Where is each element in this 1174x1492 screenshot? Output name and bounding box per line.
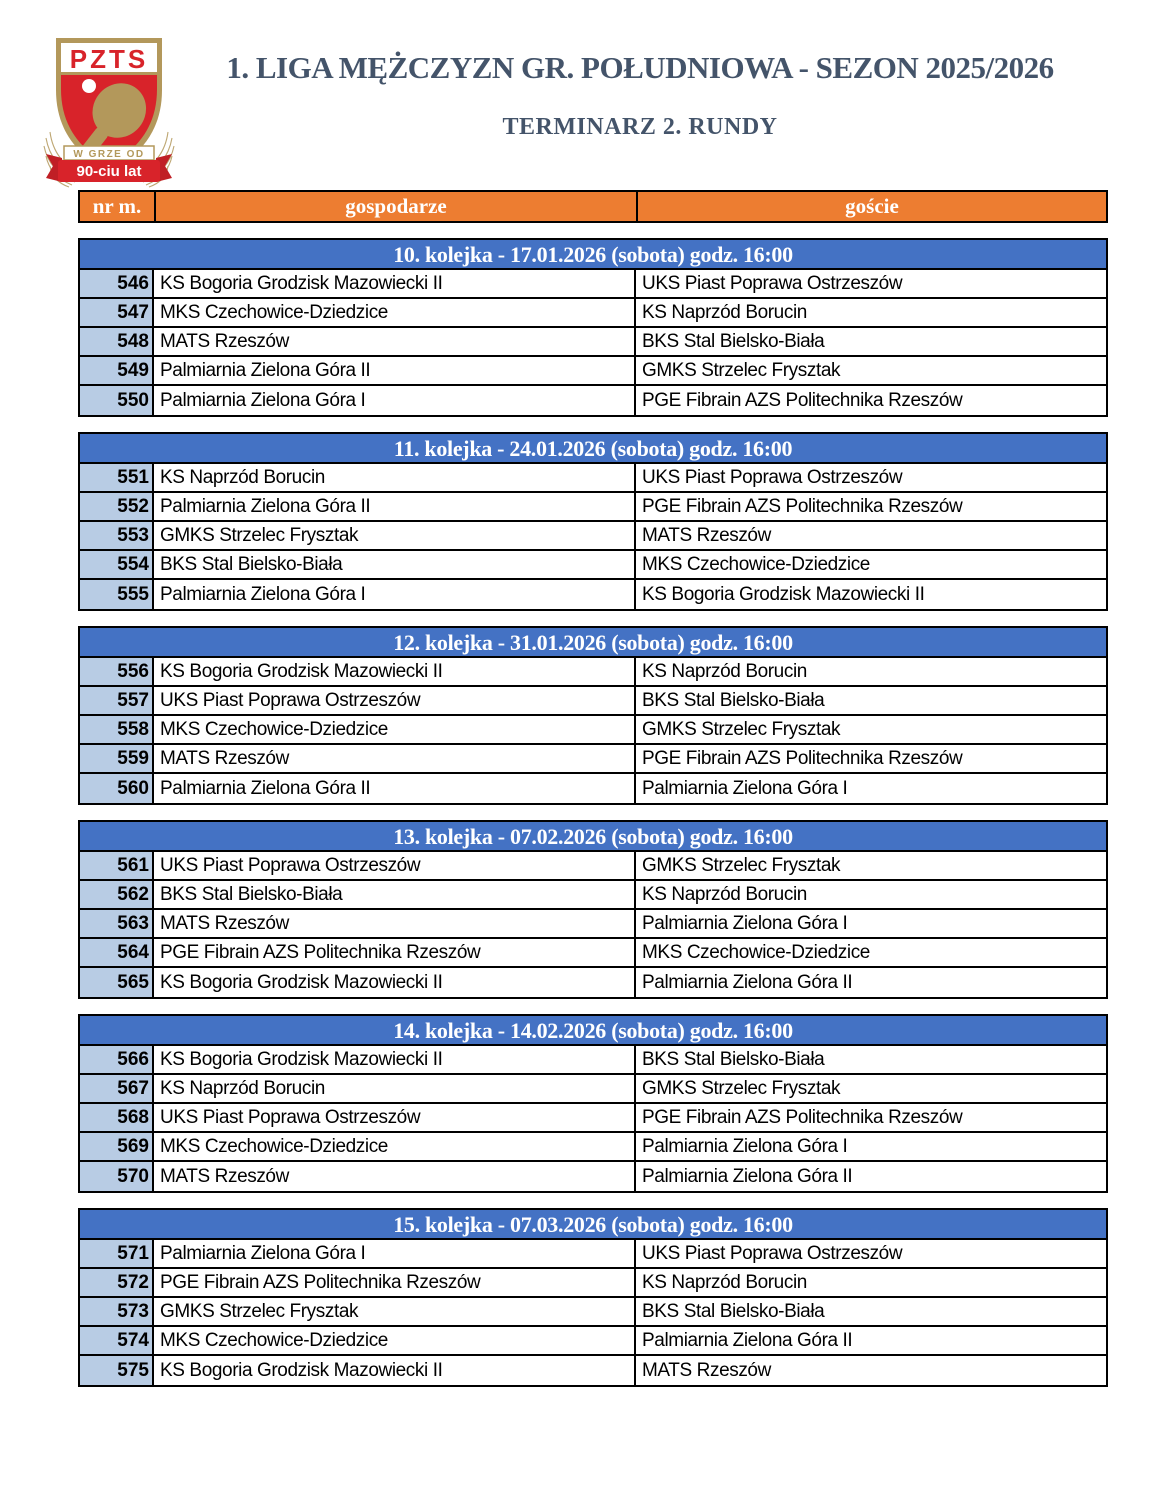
match-row — [80, 270, 1106, 299]
match-row — [80, 1298, 1106, 1327]
guest-team-cell: BKS Stal Bielsko-Biała — [642, 1048, 825, 1070]
match-row — [80, 910, 1106, 939]
round-header: 14. kolejka - 14.02.2026 (sobota) godz. 16:00 — [80, 1016, 1106, 1046]
match-row — [80, 357, 1106, 386]
host-team-cell: MATS Rzeszów — [154, 1162, 636, 1191]
guest-team-cell: KS Naprzód Borucin — [642, 1271, 807, 1293]
match-number-cell: 549 — [80, 357, 154, 384]
round-header: 13. kolejka - 07.02.2026 (sobota) godz. 16:00 — [80, 822, 1106, 852]
match-number-cell: 560 — [80, 774, 154, 803]
match-row — [80, 939, 1106, 968]
guest-team-cell: BKS Stal Bielsko-Biała — [642, 689, 825, 711]
match-number-cell: 563 — [80, 910, 154, 937]
match-number-cell: 559 — [80, 745, 154, 772]
match-row — [80, 551, 1106, 580]
pzts-logo-graphic — [42, 28, 176, 190]
guest-team-cell: MATS Rzeszów — [642, 1359, 771, 1381]
guest-team-cell: Palmiarnia Zielona Góra II — [642, 971, 853, 993]
host-team-cell: PGE Fibrain AZS Politechnika Rzeszów — [154, 939, 636, 966]
guest-team-cell: BKS Stal Bielsko-Biała — [642, 330, 825, 352]
host-team-cell: GMKS Strzelec Frysztak — [154, 1298, 636, 1325]
guest-team-cell: KS Naprzód Borucin — [642, 660, 807, 682]
match-number-cell: 575 — [80, 1356, 154, 1385]
match-row — [80, 1075, 1106, 1104]
match-number-cell: 558 — [80, 716, 154, 743]
match-number-cell: 567 — [80, 1075, 154, 1102]
match-number-cell: 555 — [80, 580, 154, 609]
logo-ribbon-top-text: W GRZE OD — [73, 149, 145, 160]
host-team-cell: MATS Rzeszów — [154, 745, 636, 772]
match-number-cell: 565 — [80, 968, 154, 997]
host-team-cell: MKS Czechowice-Dziedzice — [154, 1327, 636, 1354]
match-row — [80, 522, 1106, 551]
pzts-logo — [42, 28, 176, 190]
match-number-cell: 572 — [80, 1269, 154, 1296]
round-section — [78, 820, 1108, 999]
match-row — [80, 716, 1106, 745]
match-number-cell: 556 — [80, 658, 154, 685]
round-section — [78, 1208, 1108, 1387]
guest-team-cell: KS Naprzód Borucin — [642, 301, 807, 323]
guest-team-cell: Palmiarnia Zielona Góra I — [642, 777, 848, 799]
host-team-cell: Palmiarnia Zielona Góra I — [154, 580, 636, 609]
match-row — [80, 968, 1106, 997]
round-header: 10. kolejka - 17.01.2026 (sobota) godz. 16:00 — [80, 240, 1106, 270]
match-number-cell: 562 — [80, 881, 154, 908]
match-row — [80, 687, 1106, 716]
host-team-cell: Palmiarnia Zielona Góra II — [154, 493, 636, 520]
guest-team-cell: PGE Fibrain AZS Politechnika Rzeszów — [642, 389, 963, 411]
guest-team-cell: GMKS Strzelec Frysztak — [642, 854, 841, 876]
host-team-cell: KS Bogoria Grodzisk Mazowiecki II — [154, 1356, 636, 1385]
guest-team-cell: PGE Fibrain AZS Politechnika Rzeszów — [642, 747, 963, 769]
guest-team-cell: GMKS Strzelec Frysztak — [642, 359, 841, 381]
round-section — [78, 626, 1108, 805]
host-team-cell: UKS Piast Poprawa Ostrzeszów — [154, 687, 636, 714]
guest-team-cell: PGE Fibrain AZS Politechnika Rzeszów — [642, 1106, 963, 1128]
column-header-hosts: gospodarze — [154, 192, 636, 221]
host-team-cell: Palmiarnia Zielona Góra II — [154, 774, 636, 803]
column-header-guests: goście — [636, 192, 1106, 221]
host-team-cell: Palmiarnia Zielona Góra I — [154, 1240, 636, 1267]
match-row — [80, 1356, 1106, 1385]
match-number-cell: 547 — [80, 299, 154, 326]
match-number-cell: 553 — [80, 522, 154, 549]
host-team-cell: Palmiarnia Zielona Góra II — [154, 357, 636, 384]
match-row — [80, 774, 1106, 803]
guest-team-cell: Palmiarnia Zielona Góra II — [642, 1329, 853, 1351]
logo-ribbon — [46, 146, 172, 182]
round-section — [78, 432, 1108, 611]
logo-ribbon-bottom-text: 90-ciu lat — [76, 163, 142, 180]
ball-icon — [82, 79, 96, 93]
match-number-cell: 574 — [80, 1327, 154, 1354]
match-row — [80, 881, 1106, 910]
host-team-cell: MKS Czechowice-Dziedzice — [154, 299, 636, 326]
match-row — [80, 1133, 1106, 1162]
host-team-cell: GMKS Strzelec Frysztak — [154, 522, 636, 549]
page-subtitle: TERMINARZ 2. RUNDY — [502, 114, 778, 140]
host-team-cell: UKS Piast Poprawa Ostrzeszów — [154, 852, 636, 879]
column-header-match-number: nr m. — [92, 194, 142, 218]
match-row — [80, 1162, 1106, 1191]
guest-team-cell: BKS Stal Bielsko-Biała — [642, 1300, 825, 1322]
match-number-cell: 554 — [80, 551, 154, 578]
host-team-cell: UKS Piast Poprawa Ostrzeszów — [154, 1104, 636, 1131]
round-section — [78, 238, 1108, 417]
match-number-cell: 546 — [80, 270, 154, 297]
guest-team-cell: UKS Piast Poprawa Ostrzeszów — [642, 466, 903, 488]
round-header: 15. kolejka - 07.03.2026 (sobota) godz. 16:00 — [80, 1210, 1106, 1240]
match-number-cell: 568 — [80, 1104, 154, 1131]
guest-team-cell: KS Naprzód Borucin — [642, 883, 807, 905]
match-number-cell: 557 — [80, 687, 154, 714]
guest-team-cell: MKS Czechowice-Dziedzice — [642, 941, 870, 963]
match-number-cell: 566 — [80, 1046, 154, 1073]
host-team-cell: KS Naprzód Borucin — [154, 464, 636, 491]
host-team-cell: BKS Stal Bielsko-Biała — [154, 551, 636, 578]
match-number-cell: 573 — [80, 1298, 154, 1325]
host-team-cell: PGE Fibrain AZS Politechnika Rzeszów — [154, 1269, 636, 1296]
match-row — [80, 1104, 1106, 1133]
host-team-cell: BKS Stal Bielsko-Biała — [154, 881, 636, 908]
match-number-cell: 564 — [80, 939, 154, 966]
match-row — [80, 1327, 1106, 1356]
host-team-cell: KS Bogoria Grodzisk Mazowiecki II — [154, 658, 636, 685]
guest-team-cell: PGE Fibrain AZS Politechnika Rzeszów — [642, 495, 963, 517]
match-row — [80, 745, 1106, 774]
match-row — [80, 493, 1106, 522]
round-header: 12. kolejka - 31.01.2026 (sobota) godz. 16:00 — [80, 628, 1106, 658]
host-team-cell: KS Bogoria Grodzisk Mazowiecki II — [154, 968, 636, 997]
guest-team-cell: Palmiarnia Zielona Góra I — [642, 1135, 848, 1157]
schedule-table — [78, 190, 1108, 1387]
match-number-cell: 548 — [80, 328, 154, 355]
host-team-cell: MKS Czechowice-Dziedzice — [154, 1133, 636, 1160]
guest-team-cell: Palmiarnia Zielona Góra II — [642, 1165, 853, 1187]
match-number-cell: 571 — [80, 1240, 154, 1267]
match-number-cell: 552 — [80, 493, 154, 520]
match-row — [80, 1240, 1106, 1269]
host-team-cell: KS Bogoria Grodzisk Mazowiecki II — [154, 1046, 636, 1073]
document-titles — [180, 50, 1100, 141]
match-row — [80, 299, 1106, 328]
rounds-container — [78, 238, 1108, 1387]
match-row — [80, 658, 1106, 687]
match-row — [80, 1269, 1106, 1298]
match-row — [80, 328, 1106, 357]
match-row — [80, 852, 1106, 881]
page-title: 1. LIGA MĘŻCZYZN GR. POŁUDNIOWA - SEZON 2025/2026 — [226, 50, 1054, 85]
match-row — [80, 1046, 1106, 1075]
guest-team-cell: MKS Czechowice-Dziedzice — [642, 553, 870, 575]
round-section — [78, 1014, 1108, 1193]
guest-team-cell: KS Bogoria Grodzisk Mazowiecki II — [642, 583, 925, 605]
match-number-cell: 570 — [80, 1162, 154, 1191]
host-team-cell: KS Bogoria Grodzisk Mazowiecki II — [154, 270, 636, 297]
guest-team-cell: GMKS Strzelec Frysztak — [642, 1077, 841, 1099]
match-row — [80, 464, 1106, 493]
host-team-cell: MKS Czechowice-Dziedzice — [154, 716, 636, 743]
guest-team-cell: UKS Piast Poprawa Ostrzeszów — [642, 1242, 903, 1264]
host-team-cell: MATS Rzeszów — [154, 910, 636, 937]
guest-team-cell: UKS Piast Poprawa Ostrzeszów — [642, 272, 903, 294]
match-number-cell: 551 — [80, 464, 154, 491]
match-number-cell: 550 — [80, 386, 154, 415]
round-header: 11. kolejka - 24.01.2026 (sobota) godz. 16:00 — [80, 434, 1106, 464]
guest-team-cell: Palmiarnia Zielona Góra I — [642, 912, 848, 934]
logo-acronym: PZTS — [69, 44, 149, 74]
guest-team-cell: GMKS Strzelec Frysztak — [642, 718, 841, 740]
match-number-cell: 561 — [80, 852, 154, 879]
match-row — [80, 580, 1106, 609]
host-team-cell: MATS Rzeszów — [154, 328, 636, 355]
host-team-cell: Palmiarnia Zielona Góra I — [154, 386, 636, 415]
host-team-cell: KS Naprzód Borucin — [154, 1075, 636, 1102]
table-header-row — [78, 190, 1108, 223]
match-row — [80, 386, 1106, 415]
match-number-cell: 569 — [80, 1133, 154, 1160]
guest-team-cell: MATS Rzeszów — [642, 524, 771, 546]
